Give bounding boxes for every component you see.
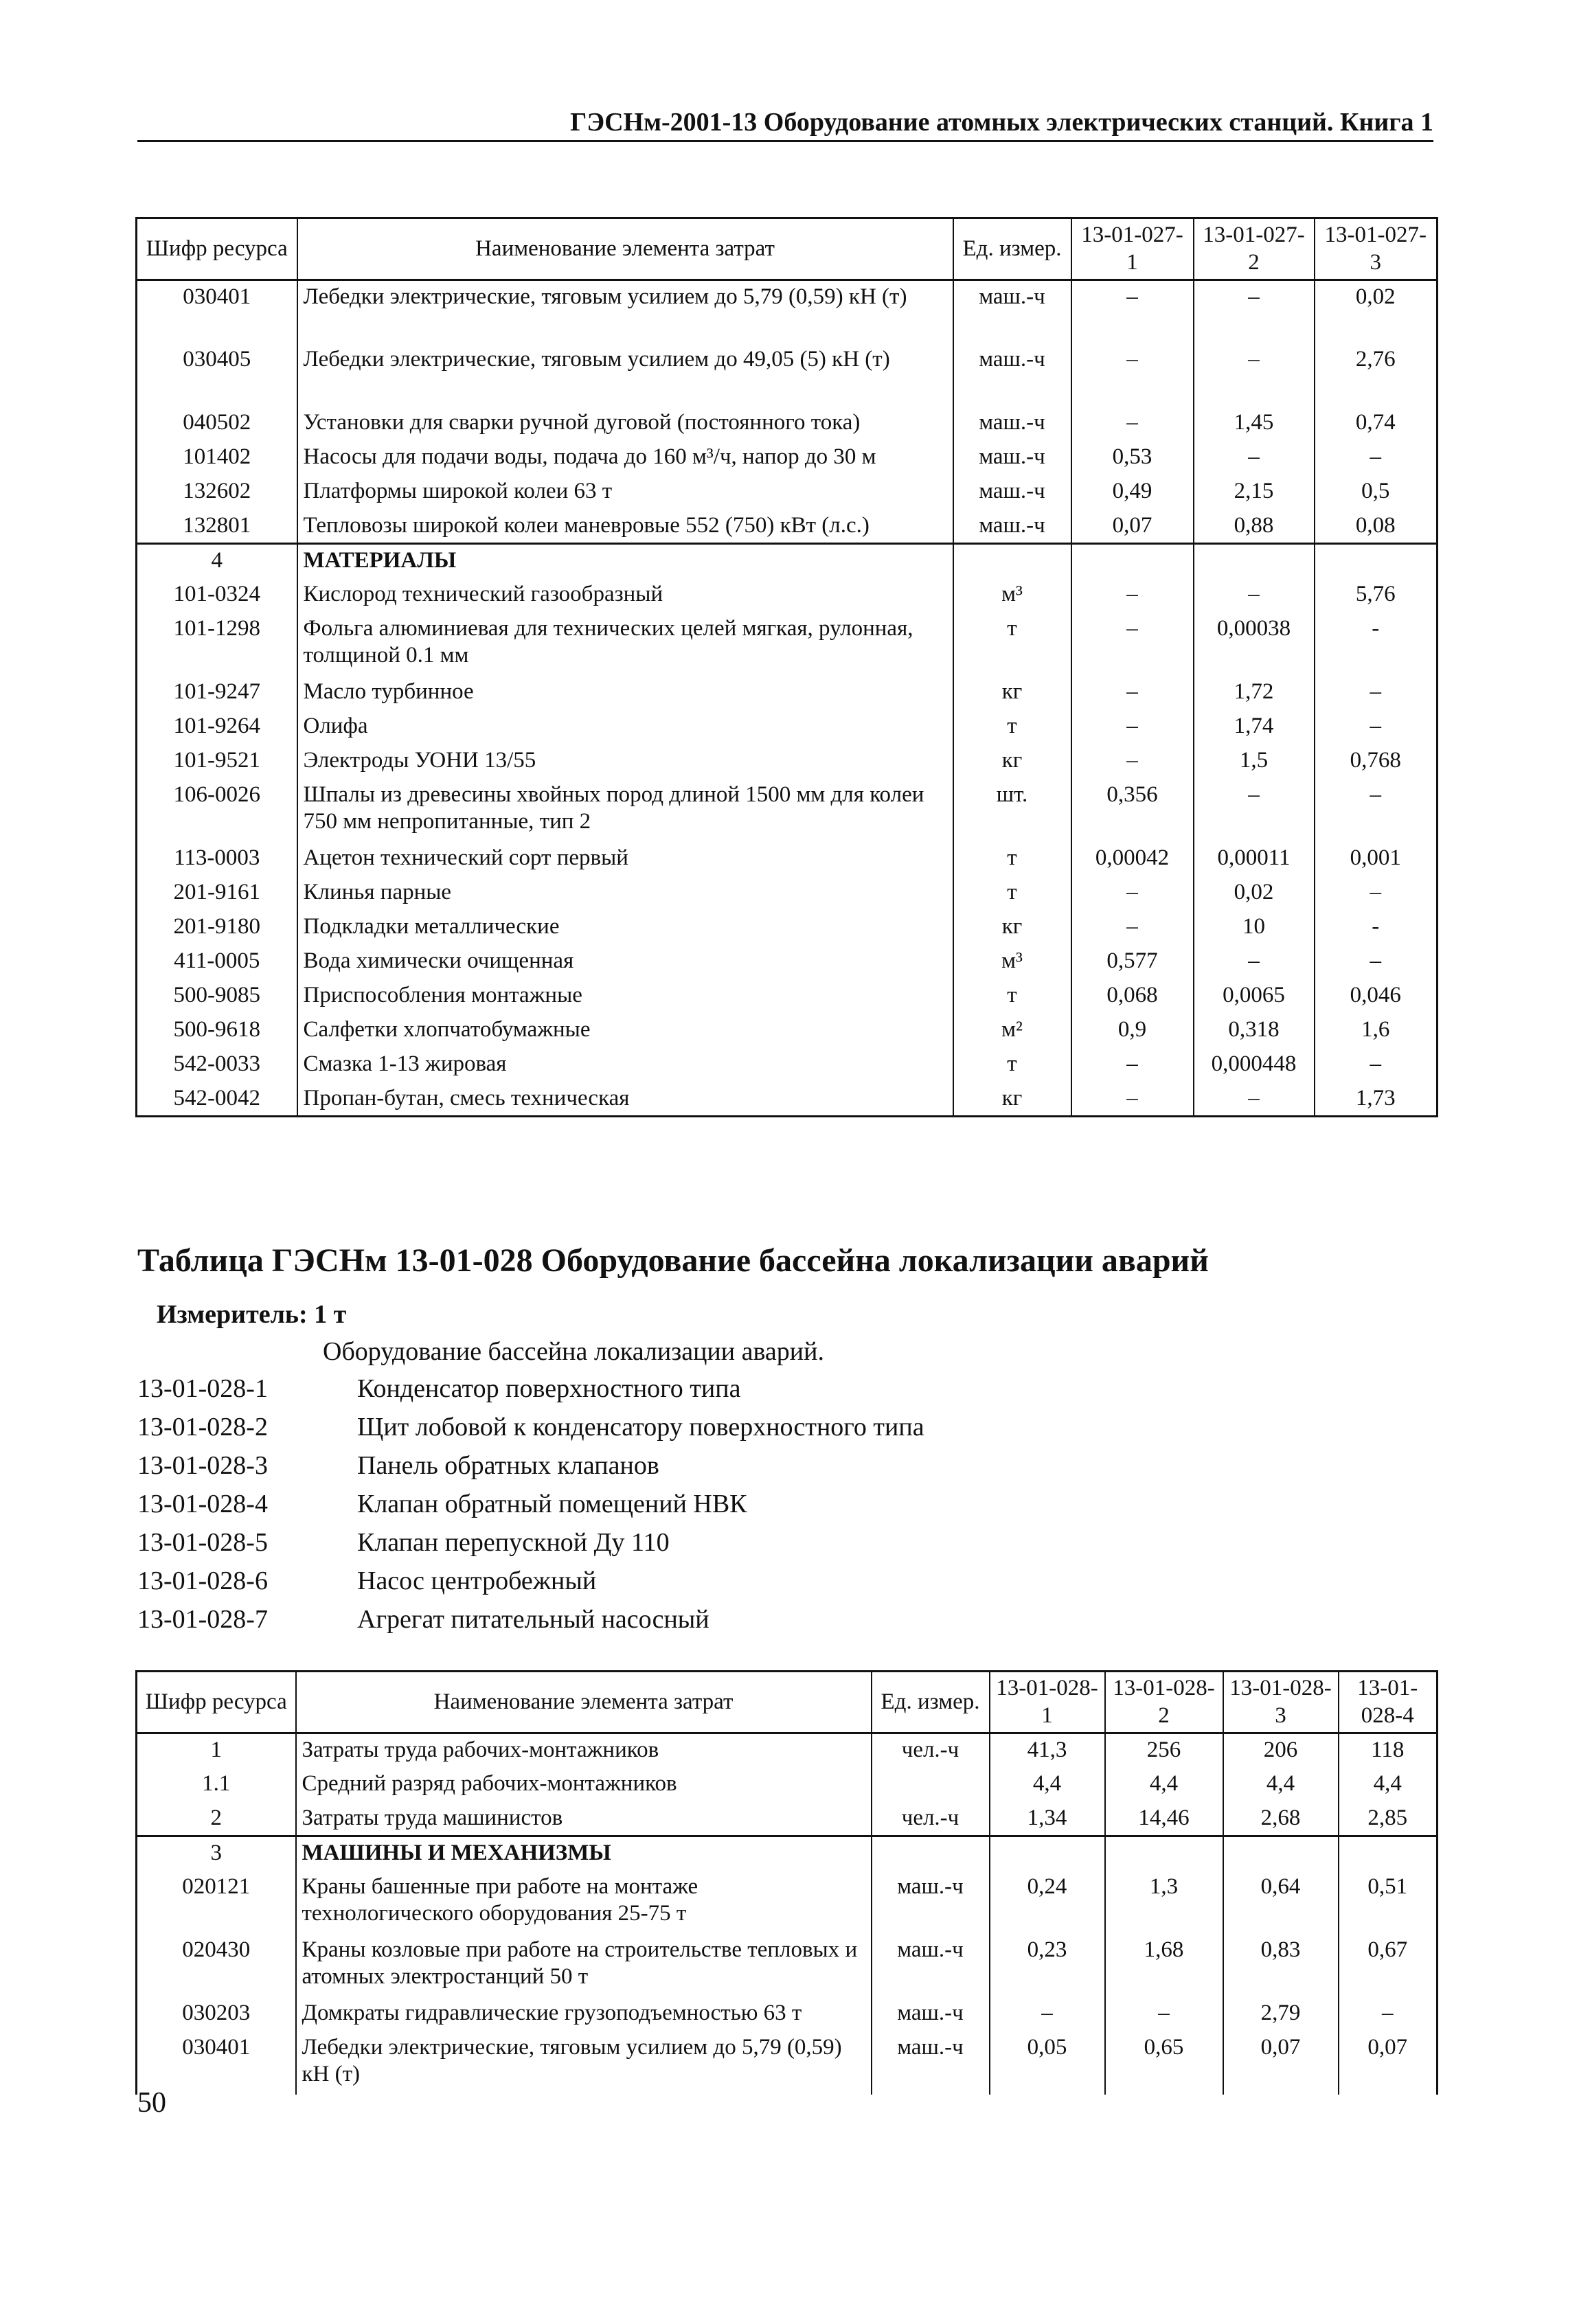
equipment-code: 13-01-028-1 <box>137 1374 268 1403</box>
cell-code: 542-0042 <box>137 1082 297 1117</box>
cell-code: 113-0003 <box>137 842 297 876</box>
cell-c2: – <box>1194 441 1315 475</box>
cell-unit: кг <box>953 744 1071 779</box>
cell-unit: маш.-ч <box>953 475 1071 510</box>
cell-c4: 0,67 <box>1339 1934 1438 1997</box>
cell-c2: – <box>1194 343 1315 407</box>
table-row <box>137 911 1438 945</box>
cell-unit: чел.-ч <box>872 1802 990 1836</box>
cell-unit <box>953 544 1071 578</box>
cell-unit: маш.-ч <box>953 407 1071 441</box>
list-item <box>137 1566 924 1604</box>
header-unit: Ед. измер. <box>953 218 1071 280</box>
page-header <box>137 102 1433 142</box>
cell-name: Фольга алюминиевая для технических целей мягкая, рулонная, толщиной 0.1 мм <box>297 613 953 676</box>
table-row <box>137 1014 1438 1048</box>
table-row <box>137 1802 1438 1836</box>
cell-c1: 41,3 <box>990 1733 1105 1768</box>
equipment-code: 13-01-028-4 <box>137 1490 268 1518</box>
cell-name: Платформы широкой колеи 63 т <box>297 475 953 510</box>
cell-name: Затраты труда рабочих-монтажников <box>296 1733 872 1768</box>
cell-c1: 0,00042 <box>1071 842 1194 876</box>
cell-code: 030401 <box>137 2031 296 2095</box>
cell-c2 <box>1105 1836 1223 1871</box>
table-row <box>137 1997 1438 2031</box>
cell-c2: 1,68 <box>1105 1934 1223 1997</box>
list-item <box>137 1527 924 1566</box>
equipment-code: 13-01-028-3 <box>137 1451 268 1480</box>
cell-c2: 0,0065 <box>1194 979 1315 1014</box>
cell-code: 020121 <box>137 1871 296 1934</box>
equipment-heading: Оборудование бассейна локализации аварий. <box>323 1337 824 1366</box>
cell-unit: маш.-ч <box>953 280 1071 343</box>
cell-name: Шпалы из древесины хвойных пород длиной 1500 мм для колеи 750 мм непропитанные, тип 2 <box>297 779 953 842</box>
cell-c2: 256 <box>1105 1733 1223 1768</box>
cell-c3 <box>1223 1836 1339 1871</box>
table-row <box>137 1871 1438 1934</box>
equipment-name: Конденсатор поверхностного типа <box>357 1374 741 1403</box>
header-code: Шифр ресурса <box>137 218 297 280</box>
cell-c3: – <box>1315 1048 1438 1082</box>
cell-unit: маш.-ч <box>872 1934 990 1997</box>
table-row <box>137 475 1438 510</box>
cell-unit: шт. <box>953 779 1071 842</box>
cell-c3: 1,73 <box>1315 1082 1438 1117</box>
table-row <box>137 876 1438 911</box>
cell-code: 3 <box>137 1836 296 1871</box>
cell-c1: 0,9 <box>1071 1014 1194 1048</box>
cell-c2: 0,65 <box>1105 2031 1223 2095</box>
table-row <box>137 1048 1438 1082</box>
header-code: Шифр ресурса <box>137 1672 296 1733</box>
table-row <box>137 945 1438 979</box>
table-row <box>137 1768 1438 1802</box>
list-item <box>137 1604 924 1643</box>
header-col-2: 13-01-027-2 <box>1194 218 1315 280</box>
cell-c2: – <box>1194 779 1315 842</box>
cell-c3: – <box>1315 676 1438 710</box>
header-title: ГЭСНм-2001-13 Оборудование атомных электрических станций. Книга 1 <box>570 108 1433 137</box>
cell-c3: 2,68 <box>1223 1802 1339 1836</box>
cell-unit: чел.-ч <box>872 1733 990 1768</box>
cell-c4: 4,4 <box>1339 1768 1438 1802</box>
equipment-list <box>137 1374 924 1643</box>
cell-name: Смазка 1-13 жировая <box>297 1048 953 1082</box>
cell-c2: – <box>1194 1082 1315 1117</box>
equipment-code: 13-01-028-2 <box>137 1413 268 1442</box>
cell-c2: 1,74 <box>1194 710 1315 744</box>
table-row <box>137 1082 1438 1117</box>
page-number: 50 <box>137 2087 166 2119</box>
cell-code: 201-9161 <box>137 876 297 911</box>
cell-unit: кг <box>953 1082 1071 1117</box>
cell-c4: 2,85 <box>1339 1802 1438 1836</box>
cell-c2: 1,45 <box>1194 407 1315 441</box>
cell-code: 1.1 <box>137 1768 296 1802</box>
table-row <box>137 510 1438 544</box>
table-row <box>137 710 1438 744</box>
cell-name: Клинья парные <box>297 876 953 911</box>
cell-code: 542-0033 <box>137 1048 297 1082</box>
header-col-1: 13-01-027-1 <box>1071 218 1194 280</box>
header-name: Наименование элемента затрат <box>297 218 953 280</box>
cell-c3: – <box>1315 441 1438 475</box>
equipment-name: Щит лобовой к конденсатору поверхностного типа <box>357 1413 924 1442</box>
equipment-name: Панель обратных клапанов <box>357 1451 659 1480</box>
cell-code: 101-0324 <box>137 578 297 613</box>
cell-code: 020430 <box>137 1934 296 1997</box>
cell-c1: – <box>1071 343 1194 407</box>
cell-c1: 0,24 <box>990 1871 1105 1934</box>
cell-unit: маш.-ч <box>872 2031 990 2095</box>
cell-unit: м² <box>953 1014 1071 1048</box>
cell-c1: – <box>1071 1082 1194 1117</box>
list-item <box>137 1374 924 1412</box>
list-item <box>137 1412 924 1450</box>
cell-c1: – <box>1071 407 1194 441</box>
cell-c2: 0,00038 <box>1194 613 1315 676</box>
cell-c1: 0,068 <box>1071 979 1194 1014</box>
cell-code: 101-9247 <box>137 676 297 710</box>
table-row <box>137 744 1438 779</box>
cell-c3: 0,768 <box>1315 744 1438 779</box>
cell-unit: т <box>953 842 1071 876</box>
cell-unit: маш.-ч <box>953 510 1071 544</box>
cell-c4: 0,07 <box>1339 2031 1438 2095</box>
cell-name: Кислород технический газообразный <box>297 578 953 613</box>
cell-name: Насосы для подачи воды, подача до 160 м³/ч, напор до 30 м <box>297 441 953 475</box>
cell-c3: – <box>1315 779 1438 842</box>
meter-label: Измеритель: 1 т <box>157 1300 347 1329</box>
cell-c3: 0,07 <box>1223 2031 1339 2095</box>
cell-name: Подкладки металлические <box>297 911 953 945</box>
cell-unit <box>872 1768 990 1802</box>
cell-c1: 0,23 <box>990 1934 1105 1997</box>
cell-name: Лебедки электрические, тяговым усилием до 5,79 (0,59) кН (т) <box>297 280 953 343</box>
table-row <box>137 779 1438 842</box>
equipment-name: Агрегат питательный насосный <box>357 1605 709 1634</box>
cell-code: 101-9521 <box>137 744 297 779</box>
cell-c3: 0,83 <box>1223 1934 1339 1997</box>
cell-unit: маш.-ч <box>953 441 1071 475</box>
cell-c2: 0,88 <box>1194 510 1315 544</box>
cell-c3: 0,5 <box>1315 475 1438 510</box>
table-row <box>137 613 1438 676</box>
cell-code: 040502 <box>137 407 297 441</box>
cell-c1: – <box>1071 613 1194 676</box>
cell-code: 101-9264 <box>137 710 297 744</box>
cell-c1: 0,49 <box>1071 475 1194 510</box>
table-row <box>137 407 1438 441</box>
cell-c3: 0,046 <box>1315 979 1438 1014</box>
cell-name: Пропан-бутан, смесь техническая <box>297 1082 953 1117</box>
cell-c3 <box>1315 544 1438 578</box>
cell-code: 132602 <box>137 475 297 510</box>
cell-code: 030203 <box>137 1997 296 2031</box>
cell-name: Ацетон технический сорт первый <box>297 842 953 876</box>
cell-name: Затраты труда машинистов <box>296 1802 872 1836</box>
cell-c3: 0,08 <box>1315 510 1438 544</box>
cell-c4 <box>1339 1836 1438 1871</box>
cell-c2: – <box>1105 1997 1223 2031</box>
header-col-1: 13-01-028-1 <box>990 1672 1105 1733</box>
cell-c2: 4,4 <box>1105 1768 1223 1802</box>
resource-table-027 <box>135 217 1438 1117</box>
cell-code: 106-0026 <box>137 779 297 842</box>
cell-c2: 0,02 <box>1194 876 1315 911</box>
header-col-3: 13-01-028-3 <box>1223 1672 1339 1733</box>
cell-c2: – <box>1194 945 1315 979</box>
table-row <box>137 343 1438 407</box>
cell-c1: 0,53 <box>1071 441 1194 475</box>
equipment-name: Насос центробежный <box>357 1567 597 1595</box>
cell-unit: м³ <box>953 578 1071 613</box>
cell-code: 500-9618 <box>137 1014 297 1048</box>
list-item <box>137 1450 924 1489</box>
cell-c2: 1,72 <box>1194 676 1315 710</box>
table-row <box>137 1934 1438 1997</box>
table-header-row <box>137 218 1438 280</box>
cell-c2: – <box>1194 578 1315 613</box>
cell-c3: 2,79 <box>1223 1997 1339 2031</box>
cell-unit: маш.-ч <box>872 1871 990 1934</box>
list-item <box>137 1489 924 1527</box>
cell-unit: т <box>953 876 1071 911</box>
cell-c3: 0,64 <box>1223 1871 1339 1934</box>
cell-name: Электроды УОНИ 13/55 <box>297 744 953 779</box>
cell-name: Салфетки хлопчатобумажные <box>297 1014 953 1048</box>
cell-c3: 1,6 <box>1315 1014 1438 1048</box>
cell-unit: т <box>953 1048 1071 1082</box>
cell-code: 500-9085 <box>137 979 297 1014</box>
cell-c2: – <box>1194 280 1315 343</box>
table-row <box>137 441 1438 475</box>
cell-code: 030405 <box>137 343 297 407</box>
cell-name: МАТЕРИАЛЫ <box>297 544 953 578</box>
cell-c2: 10 <box>1194 911 1315 945</box>
cell-unit: кг <box>953 911 1071 945</box>
cell-c1: – <box>1071 1048 1194 1082</box>
table-row <box>137 676 1438 710</box>
table-row <box>137 578 1438 613</box>
cell-c2: 1,5 <box>1194 744 1315 779</box>
cell-name: Краны козловые при работе на строительстве тепловых и атомных электростанций 50 т <box>296 1934 872 1997</box>
header-name: Наименование элемента затрат <box>296 1672 872 1733</box>
cell-c3: – <box>1315 710 1438 744</box>
cell-name: Тепловозы широкой колеи маневровые 552 (750) кВт (л.с.) <box>297 510 953 544</box>
cell-c3: 5,76 <box>1315 578 1438 613</box>
cell-unit <box>872 1836 990 1871</box>
cell-c3: 2,76 <box>1315 343 1438 407</box>
cell-c3: – <box>1315 945 1438 979</box>
cell-code: 132801 <box>137 510 297 544</box>
cell-c4: 118 <box>1339 1733 1438 1768</box>
section-row <box>137 1836 1438 1871</box>
cell-c3: 4,4 <box>1223 1768 1339 1802</box>
cell-c1: 0,356 <box>1071 779 1194 842</box>
cell-c1: – <box>1071 911 1194 945</box>
cell-unit: маш.-ч <box>953 343 1071 407</box>
cell-name: Лебедки электрические, тяговым усилием до 49,05 (5) кН (т) <box>297 343 953 407</box>
cell-c3: 0,74 <box>1315 407 1438 441</box>
table-header-row <box>137 1672 1438 1733</box>
cell-name: МАШИНЫ И МЕХАНИЗМЫ <box>296 1836 872 1871</box>
cell-c1: – <box>1071 744 1194 779</box>
cell-c1: – <box>1071 280 1194 343</box>
cell-code: 101402 <box>137 441 297 475</box>
cell-code: 2 <box>137 1802 296 1836</box>
cell-unit: маш.-ч <box>872 1997 990 2031</box>
equipment-code: 13-01-028-5 <box>137 1528 268 1557</box>
cell-code: 411-0005 <box>137 945 297 979</box>
cell-c3: 206 <box>1223 1733 1339 1768</box>
equipment-code: 13-01-028-6 <box>137 1567 268 1595</box>
cell-c3: - <box>1315 911 1438 945</box>
cell-c1: 0,07 <box>1071 510 1194 544</box>
table-row <box>137 1733 1438 1768</box>
cell-c1 <box>990 1836 1105 1871</box>
cell-name: Масло турбинное <box>297 676 953 710</box>
cell-c1: 4,4 <box>990 1768 1105 1802</box>
cell-name: Установки для сварки ручной дуговой (постоянного тока) <box>297 407 953 441</box>
cell-c3: – <box>1315 876 1438 911</box>
cell-name: Приспособления монтажные <box>297 979 953 1014</box>
cell-c1: – <box>1071 676 1194 710</box>
cell-name: Средний разряд рабочих-монтажников <box>296 1768 872 1802</box>
cell-name: Вода химически очищенная <box>297 945 953 979</box>
table-row <box>137 2031 1438 2095</box>
table-title: Таблица ГЭСНм 13-01-028 Оборудование бассейна локализации аварий <box>137 1242 1209 1279</box>
resource-table-028 <box>135 1670 1438 2095</box>
section-row <box>137 544 1438 578</box>
cell-c1: – <box>1071 578 1194 613</box>
cell-c1: – <box>990 1997 1105 2031</box>
table-row <box>137 842 1438 876</box>
cell-c1: 0,05 <box>990 2031 1105 2095</box>
cell-c2: 0,318 <box>1194 1014 1315 1048</box>
cell-name: Домкраты гидравлические грузоподъемностью 63 т <box>296 1997 872 2031</box>
cell-code: 030401 <box>137 280 297 343</box>
cell-code: 1 <box>137 1733 296 1768</box>
cell-c1: – <box>1071 876 1194 911</box>
cell-c1 <box>1071 544 1194 578</box>
cell-unit: кг <box>953 676 1071 710</box>
cell-c2 <box>1194 544 1315 578</box>
cell-name: Краны башенные при работе на монтаже технологического оборудования 25-75 т <box>296 1871 872 1934</box>
cell-c2: 2,15 <box>1194 475 1315 510</box>
cell-code: 4 <box>137 544 297 578</box>
cell-unit: т <box>953 710 1071 744</box>
header-col-3: 13-01-027-3 <box>1315 218 1438 280</box>
cell-c3: - <box>1315 613 1438 676</box>
table-row <box>137 280 1438 343</box>
cell-code: 201-9180 <box>137 911 297 945</box>
header-col-4: 13-01-028-4 <box>1339 1672 1438 1733</box>
cell-c4: – <box>1339 1997 1438 2031</box>
cell-name: Лебедки электрические, тяговым усилием до 5,79 (0,59) кН (т) <box>296 2031 872 2095</box>
cell-c3: 0,001 <box>1315 842 1438 876</box>
header-unit: Ед. измер. <box>872 1672 990 1733</box>
cell-unit: т <box>953 979 1071 1014</box>
table-row <box>137 979 1438 1014</box>
equipment-name: Клапан обратный помещений НВК <box>357 1490 747 1518</box>
cell-c1: 1,34 <box>990 1802 1105 1836</box>
cell-c1: 0,577 <box>1071 945 1194 979</box>
cell-unit: м³ <box>953 945 1071 979</box>
cell-c2: 0,00011 <box>1194 842 1315 876</box>
cell-c3: 0,02 <box>1315 280 1438 343</box>
cell-c2: 14,46 <box>1105 1802 1223 1836</box>
cell-unit: т <box>953 613 1071 676</box>
cell-c1: – <box>1071 710 1194 744</box>
cell-c2: 0,000448 <box>1194 1048 1315 1082</box>
equipment-code: 13-01-028-7 <box>137 1605 268 1634</box>
cell-c2: 1,3 <box>1105 1871 1223 1934</box>
cell-name: Олифа <box>297 710 953 744</box>
header-col-2: 13-01-028-2 <box>1105 1672 1223 1733</box>
cell-c4: 0,51 <box>1339 1871 1438 1934</box>
cell-code: 101-1298 <box>137 613 297 676</box>
equipment-name: Клапан перепускной Ду 110 <box>357 1528 670 1557</box>
